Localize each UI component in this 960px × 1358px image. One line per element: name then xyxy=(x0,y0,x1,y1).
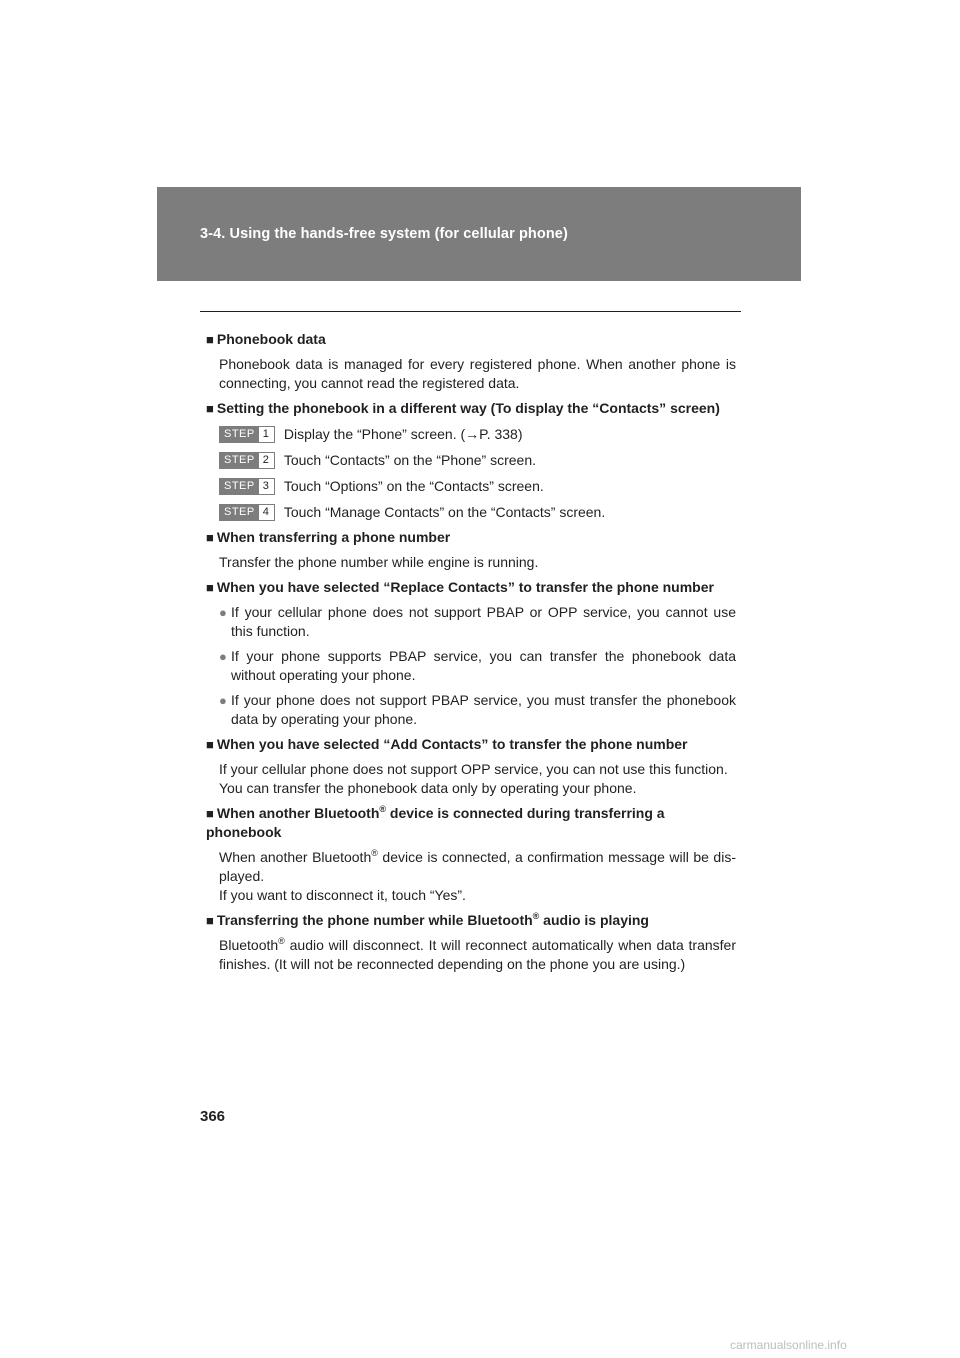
step-text: Touch “Manage Contacts” on the “Contacts” screen. xyxy=(283,503,606,520)
heading-bt-audio: ■ Transferring the phone number while Bluetooth® audio is playing xyxy=(206,911,649,928)
square-bullet-icon: ■ xyxy=(206,737,214,752)
bullet-icon: ● xyxy=(219,693,227,708)
list-item: ● If your phone does not support PBAP service, you must transfer the phonebook data by operating your phone. xyxy=(219,692,736,727)
heading-replace-contacts: ■ When you have selected “Replace Contacts” to transfer the phone number xyxy=(206,579,714,595)
section-title: 3-4. Using the hands-free system (for cellular phone) xyxy=(200,226,568,242)
square-bullet-icon: ■ xyxy=(206,332,214,347)
list-item: ● If your cellular phone does not support PBAP or OPP service, you cannot use this function. xyxy=(219,604,736,639)
page-number: 366 xyxy=(200,1108,226,1125)
registered-mark: ® xyxy=(371,848,378,858)
step-row-2 xyxy=(206,450,736,470)
square-bullet-icon: ■ xyxy=(206,580,214,595)
square-bullet-icon: ■ xyxy=(206,806,214,821)
para-bt-device: When another Bluetooth® device is connected, a confirmation message will be dis-played. If you want to disconnect it, touch “Yes”. xyxy=(219,848,736,903)
step-badge: STEP 2 xyxy=(219,452,275,469)
square-bullet-icon: ■ xyxy=(206,913,214,928)
step-row-3 xyxy=(206,476,736,496)
heading-bt-device: ■ When another Bluetooth® device is connected during transferring a phonebook xyxy=(206,804,665,840)
bullet-icon: ● xyxy=(219,649,227,664)
registered-mark: ® xyxy=(379,804,387,814)
bullet-icon: ● xyxy=(219,605,227,620)
heading-add-contacts: ■ When you have selected “Add Contacts” to transfer the phone number xyxy=(206,736,688,752)
para-transferring-number: Transfer the phone number while engine is running. xyxy=(219,554,539,570)
list-item: ● If your phone supports PBAP service, you can transfer the phonebook data without operating your phone. xyxy=(219,648,736,683)
para-bt-audio: Bluetooth® audio will disconnect. It will reconnect automatically when data transfer finishes. (It will not be reconnected depending on the phone you are using.) xyxy=(219,936,736,972)
step-badge: STEP 3 xyxy=(219,478,275,495)
step-row-1 xyxy=(206,424,736,444)
divider-rule xyxy=(200,311,741,312)
registered-mark: ® xyxy=(278,936,285,946)
square-bullet-icon: ■ xyxy=(206,401,214,416)
para-add-contacts: If your cellular phone does not support OPP service, you can not use this function. You can transfer the phonebook data only by operating your phone. xyxy=(219,761,728,796)
step-text: Display the “Phone” screen. (→P. 338) xyxy=(283,425,523,442)
watermark: carmanualsonline.info xyxy=(730,1338,847,1352)
registered-mark: ® xyxy=(532,911,540,921)
heading-setting-phonebook: ■ Setting the phonebook in a different way (To display the “Contacts” screen) xyxy=(206,400,720,416)
square-bullet-icon: ■ xyxy=(206,530,214,545)
step-text: Touch “Options” on the “Contacts” screen. xyxy=(283,477,544,494)
step-text: Touch “Contacts” on the “Phone” screen. xyxy=(283,451,536,468)
step-badge: STEP 1 xyxy=(219,426,275,443)
content-body xyxy=(206,330,736,980)
step-badge: STEP 4 xyxy=(219,504,275,521)
para-phonebook-data: Phonebook data is managed for every registered phone. When another phone is connecting, you cannot read the registered data. xyxy=(219,356,736,391)
step-row-4 xyxy=(206,502,736,522)
heading-transferring-number: ■ When transferring a phone number xyxy=(206,529,451,545)
heading-phonebook-data: ■ Phonebook data xyxy=(206,331,326,347)
